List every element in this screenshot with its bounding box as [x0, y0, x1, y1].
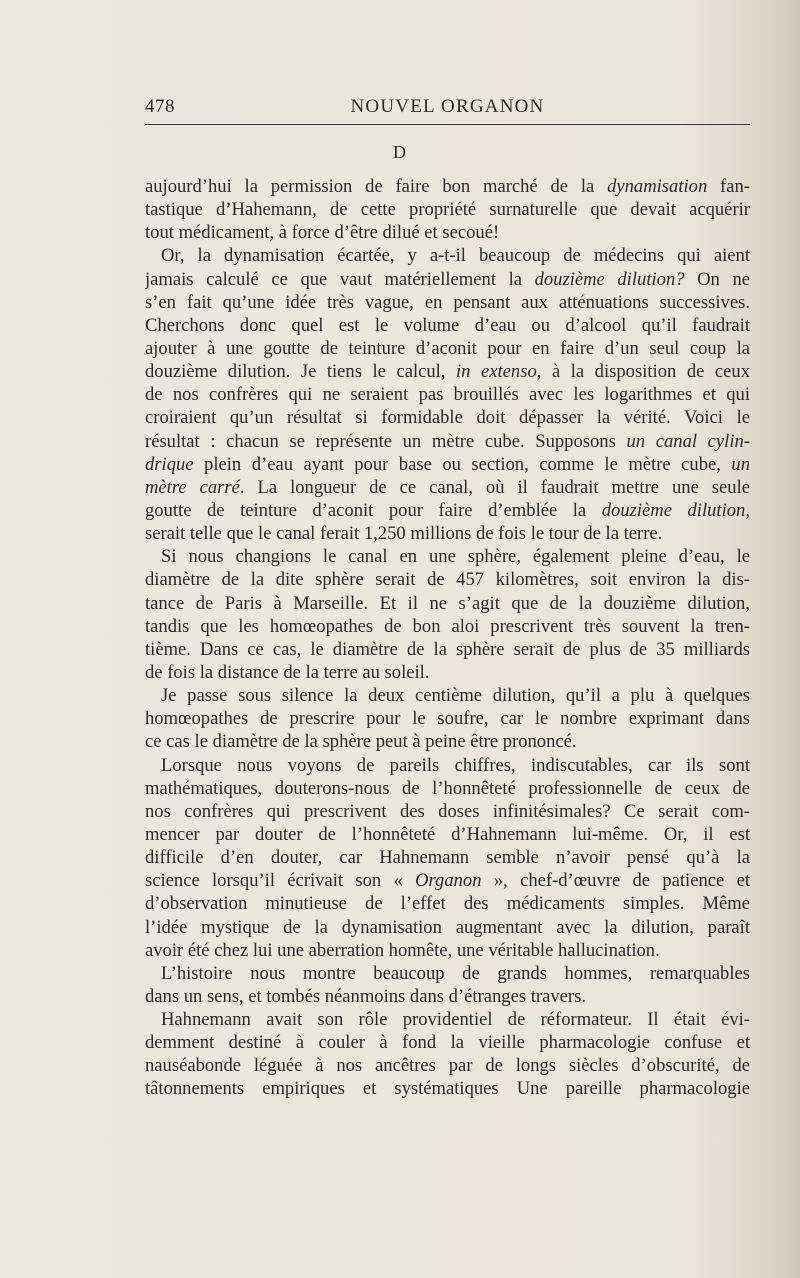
- text-line: [145, 568, 750, 591]
- italic-text: in extenso: [456, 361, 537, 383]
- text-line: [145, 823, 750, 846]
- text-run: demment destiné à couler à fond la vieille pharmacologie confuse et: [145, 1032, 750, 1054]
- text-line: [145, 985, 750, 1008]
- text-run: homœopathes de prescrire pour le soufre, car le nombre exprimant dans: [145, 708, 750, 730]
- text-line: [145, 707, 750, 730]
- text-line: [145, 545, 750, 568]
- text-run: Si nous changions le canal en une sphère, également pleine d’eau, le: [161, 546, 750, 568]
- text-line: [145, 592, 750, 615]
- header-rule: [145, 124, 750, 125]
- text-line: [145, 406, 750, 429]
- text-run: dans un sens, et tombés néanmoins dans d’étranges travers.: [145, 985, 586, 1007]
- text-line: [145, 430, 750, 453]
- text-run: croiraient qu’un résultat si formidable doit dépasser la vérité. Voici le: [145, 407, 750, 429]
- italic-text: dynamisation: [607, 176, 708, 197]
- text-run: Or, la dynamisation écartée, y a-t-il beaucoup de médecins qui aient: [161, 245, 750, 267]
- text-run: », chef-d’œuvre de patience et: [481, 870, 750, 892]
- text-run: fan-: [707, 176, 750, 197]
- text-run: Lorsque nous voyons de pareils chiffres, indiscutables, car ils sont: [161, 754, 750, 776]
- text-run: L’histoire nous montre beaucoup de grands hommes, remarquables: [161, 962, 750, 984]
- text-run: tième. Dans ce cas, le diamètre de la sphère serait de plus de 35 milliards: [145, 638, 750, 660]
- text-run: ce cas le diamètre de la sphère peut à peine être prononcé.: [145, 731, 577, 753]
- signature-mark: D: [393, 142, 407, 162]
- text-line: [145, 244, 750, 267]
- text-line: [145, 175, 750, 198]
- text-run: Cherchons donc quel est le volume d’eau ou d’alcool qu’il faudrait: [145, 314, 750, 336]
- text-run: , à la disposition de ceux: [536, 361, 750, 383]
- text-run: tance de Paris à Marseille. Et il ne s’agit que de la douzième dilution,: [145, 592, 750, 614]
- text-run: résultat : chacun se représente un mètre cube. Supposons: [145, 430, 627, 452]
- text-run: douzième dilution. Je tiens le calcul,: [145, 361, 457, 383]
- text-run: Je passe sous silence la deux centième dilution, qu’il a plu à quelques: [161, 685, 750, 707]
- text-line: [145, 730, 750, 753]
- text-line: [145, 869, 750, 892]
- text-line: [145, 916, 750, 939]
- text-line: [145, 800, 750, 823]
- text-line: [145, 383, 750, 406]
- text-line: [145, 337, 750, 360]
- text-run: ,: [745, 499, 750, 521]
- text-line: [145, 198, 750, 221]
- page-number: 478: [145, 96, 175, 117]
- text-run: tâtonnements empiriques et systématiques Une pareille pharmacologie: [145, 1078, 750, 1100]
- text-line: [145, 1031, 750, 1054]
- text-line: [145, 453, 750, 476]
- italic-text: un canal cylin-: [626, 430, 750, 452]
- text-run: tastique d’Hahemann, de cette propriété surnaturelle que devait acquérir: [145, 199, 750, 221]
- text-line: [145, 522, 750, 545]
- text-run: tout médicament, à force d’être dilué et secoué!: [145, 222, 500, 244]
- text-line: [145, 314, 750, 337]
- body-text: [145, 175, 750, 1101]
- text-line: [145, 1008, 750, 1031]
- text-line: [145, 360, 750, 383]
- text-run: On ne: [684, 268, 750, 290]
- text-line: [145, 268, 750, 291]
- text-run: nos confrères qui prescrivent des doses infinitésimales? Ce serait com-: [145, 800, 750, 822]
- text-run: tandis que les homœopathes de bon aloi prescrivent très souvent la tren-: [145, 615, 750, 637]
- text-line: [145, 291, 750, 314]
- italic-text: un: [731, 453, 750, 475]
- text-line: [145, 1054, 750, 1077]
- text-run: Hahnemann avait son rôle providentiel de réformateur. Il était évi-: [161, 1009, 750, 1031]
- text-run: difficile d’en douter, car Hahnemann semble n’avoir pensé qu’à la: [145, 847, 750, 869]
- text-line: [145, 754, 750, 777]
- text-line: [145, 615, 750, 638]
- text-line: [145, 1077, 750, 1100]
- text-line: [145, 846, 750, 869]
- text-line: [145, 638, 750, 661]
- text-run: mathématiques, douterons-nous de l’honnêteté professionnelle de ceux de: [145, 777, 750, 799]
- running-title: NOUVEL ORGANON: [350, 96, 545, 117]
- text-run: goutte de teinture d’aconit pour faire d’emblée la: [145, 499, 602, 521]
- text-run: avoir été chez lui une aberration honnête, une véritable hallucination.: [145, 939, 660, 961]
- text-line: [145, 661, 750, 684]
- text-run: de fois la distance de la terre au soleil.: [145, 661, 430, 683]
- text-run: d’observation minutieuse de l’effet des médicaments simples. Même: [145, 893, 750, 915]
- text-run: ajouter à une goutte de teinture d’aconit pour en faire d’un seul coup la: [145, 337, 750, 359]
- text-run: jamais calculé ce que vaut matériellement la: [145, 268, 535, 290]
- italic-text: drique: [145, 453, 194, 475]
- text-run: aujourd’hui la permission de faire bon marché de la: [145, 176, 608, 197]
- page-header: [145, 92, 750, 122]
- text-line: [145, 221, 750, 244]
- italic-text: Organon: [415, 870, 482, 892]
- text-run: l’idée mystique de la dynamisation augmentant avec la dilution, paraît: [145, 916, 750, 938]
- text-line: [145, 684, 750, 707]
- text-line: [145, 777, 750, 800]
- italic-text: douzième dilution?: [534, 268, 685, 290]
- text-run: science lorsqu’il écrivait son «: [145, 870, 416, 892]
- text-line: [145, 892, 750, 915]
- text-run: de nos confrères qui ne seraient pas brouillés avec les logarithmes et qui: [145, 384, 750, 406]
- text-run: mencer par douter de l’honnêteté d’Hahnemann lui-même. Or, il est: [145, 823, 750, 845]
- text-run: . La longueur de ce canal, où il faudrait mettre une seule: [239, 476, 750, 498]
- text-line: [145, 962, 750, 985]
- text-line: [145, 476, 750, 499]
- text-line: [145, 939, 750, 962]
- text-run: serait telle que le canal ferait 1,250 millions de fois le tour de la terre.: [145, 523, 663, 545]
- text-line: [145, 499, 750, 522]
- text-run: plein d’eau ayant pour base ou section, comme le mètre cube,: [193, 453, 732, 475]
- text-run: nauséabonde léguée à nos ancêtres par de longs siècles d’obscurité, de: [145, 1055, 750, 1077]
- text-run: diamètre de la dite sphère serait de 457 kilomètres, soit environ la dis-: [145, 569, 750, 591]
- italic-text: douzième dilution: [601, 499, 746, 521]
- italic-text: mètre carré: [145, 476, 240, 498]
- text-run: s’en fait qu’une idée très vague, en pensant aux atténuations successives.: [145, 291, 750, 313]
